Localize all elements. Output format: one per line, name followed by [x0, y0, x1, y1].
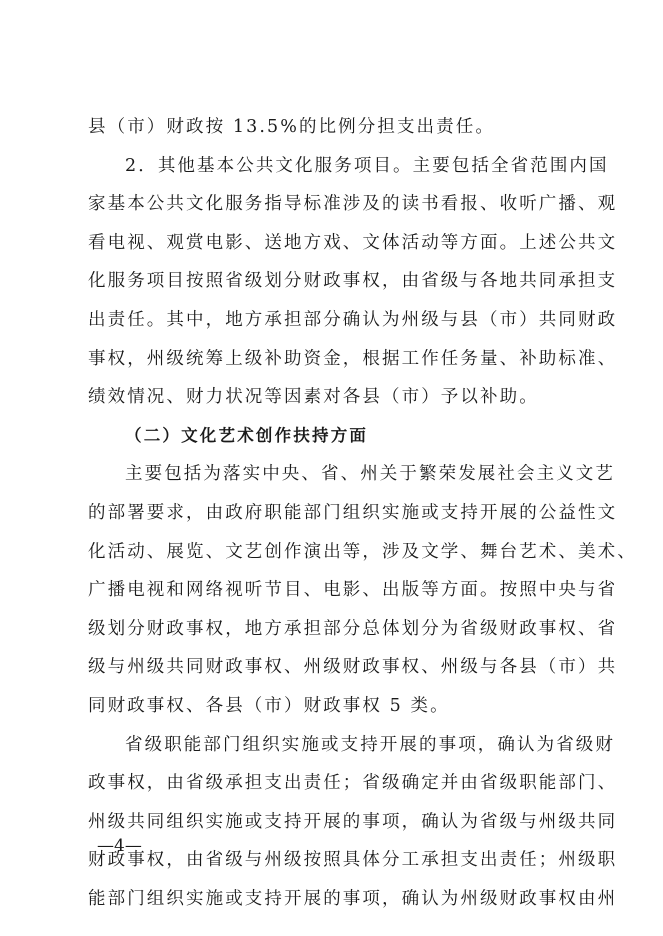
text-line: 2．其他基本公共文化服务项目。主要包括全省范围内国	[125, 155, 609, 176]
text-line: 化活动、展览、文艺创作演出等，涉及文学、舞台艺术、美术、	[88, 541, 637, 562]
text-line: 政事权，由省级承担支出责任；省级确定并由省级职能部门、	[88, 773, 618, 794]
text-line: 主要包括为落实中央、省、州关于繁荣发展社会主义文艺	[125, 464, 615, 485]
text-line: 广播电视和网络视听节目、电影、出版等方面。按照中央与省	[88, 580, 618, 601]
text-line: 同财政事权、各县（市）财政事权 5 类。	[88, 695, 450, 716]
text-line: 州级共同组织实施或支持开展的事项，确认为省级与州级共同	[88, 811, 618, 832]
text-line: 出责任。其中，地方承担部分确认为州级与县（市）共同财政	[88, 309, 618, 330]
text-line: 化服务项目按照省级划分财政事权，由省级与各地共同承担支	[88, 271, 618, 292]
text-line: 县（市）财政按 13.5%的比例分担支出责任。	[88, 117, 495, 137]
text-line: 家基本公共文化服务指导标准涉及的读书看报、收听广播、观	[88, 194, 618, 215]
text-line: 省级职能部门组织实施或支持开展的事项，确认为省级财	[125, 734, 615, 755]
text-line: 看电视、观赏电影、送地方戏、文体活动等方面。上述公共文	[88, 232, 618, 253]
text-line: 的部署要求，由政府职能部门组织实施或支持开展的公益性文	[88, 502, 618, 523]
body-text	[88, 108, 637, 918]
text-line: 事权，州级统筹上级补助资金，根据工作任务量、补助标准、	[88, 348, 618, 369]
text-line: 绩效情况、财力状况等因素对各县（市）予以补助。	[88, 387, 539, 408]
section-heading: （二）文化艺术创作扶持方面	[125, 425, 369, 445]
text-line: 级与州级共同财政事权、州级财政事权、州级与各县（市）共	[88, 657, 618, 678]
page-number: —4—	[97, 836, 142, 856]
text-line: 财政事权，由省级与州级按照具体分工承担支出责任；州级职	[88, 850, 618, 871]
text-line: 能部门组织实施或支持开展的事项，确认为州级财政事权由州	[88, 888, 618, 909]
text-line: 级划分财政事权，地方承担部分总体划分为省级财政事权、省	[88, 618, 618, 639]
